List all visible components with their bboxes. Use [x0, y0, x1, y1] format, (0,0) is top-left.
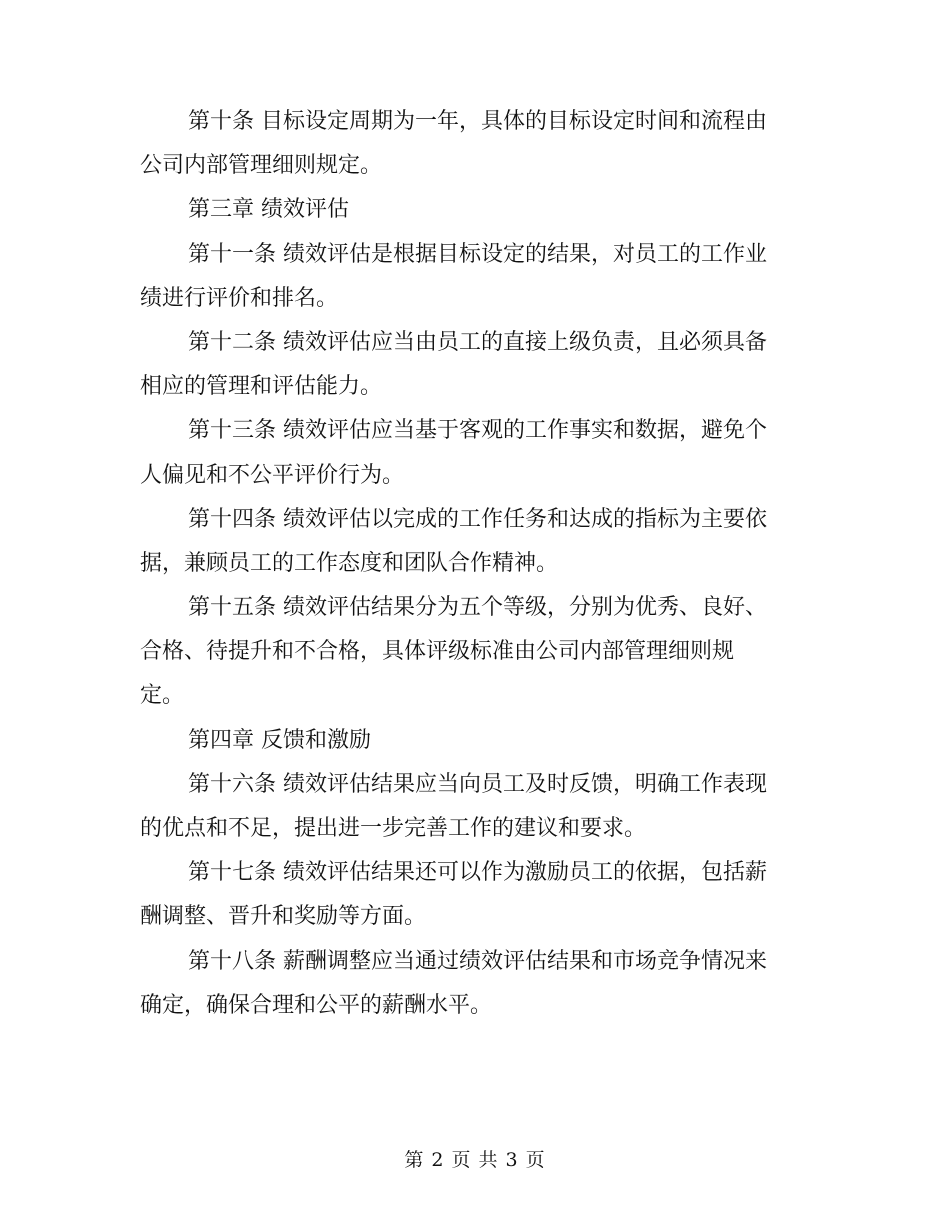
text-line: 第十一条 绩效评估是根据目标设定的结果，对员工的工作业 [188, 241, 767, 267]
text-line: 第十八条 薪酬调整应当通过绩效评估结果和市场竞争情况来 [188, 948, 767, 974]
text-line: 合格、待提升和不合格，具体评级标准由公司内部管理细则规 [140, 639, 735, 665]
text-line: 第十四条 绩效评估以完成的工作任务和达成的指标为主要依 [188, 506, 767, 532]
text-line: 第十条 目标设定周期为一年，具体的目标设定时间和流程由 [188, 109, 767, 134]
document-body [140, 100, 805, 1028]
text-line: 定。 [140, 683, 185, 709]
text-line: 第十五条 绩效评估结果分为五个等级，分别为优秀、良好、 [188, 595, 767, 621]
text-line: 确定，确保合理和公平的薪酬水平。 [140, 992, 493, 1018]
text-line: 人偏见和不公平评价行为。 [140, 462, 405, 488]
page-footer: 第 2 页 共 3 页 [404, 1149, 546, 1171]
text-line: 相应的管理和评估能力。 [140, 374, 383, 400]
text-line: 第十七条 绩效评估结果还可以作为激励员工的依据，包括薪 [188, 860, 767, 886]
text-line: 酬调整、晋升和奖励等方面。 [140, 904, 427, 930]
text-line: 第十六条 绩效评估结果应当向员工及时反馈，明确工作表现 [188, 771, 767, 797]
text-line: 绩进行评价和排名。 [140, 285, 339, 311]
text-line: 据，兼顾员工的工作态度和团队合作精神。 [140, 550, 559, 576]
text-line: 第十三条 绩效评估应当基于客观的工作事实和数据，避免个 [188, 418, 767, 444]
text-line: 的优点和不足，提出进一步完善工作的建议和要求。 [140, 816, 647, 841]
text-line: 第十二条 绩效评估应当由员工的直接上级负责，且必须具备 [188, 329, 767, 355]
text-line: 公司内部管理细则规定。 [140, 153, 383, 179]
chapter-heading: 第四章 反馈和激励 [188, 727, 371, 753]
chapter-heading: 第三章 绩效评估 [188, 197, 349, 223]
